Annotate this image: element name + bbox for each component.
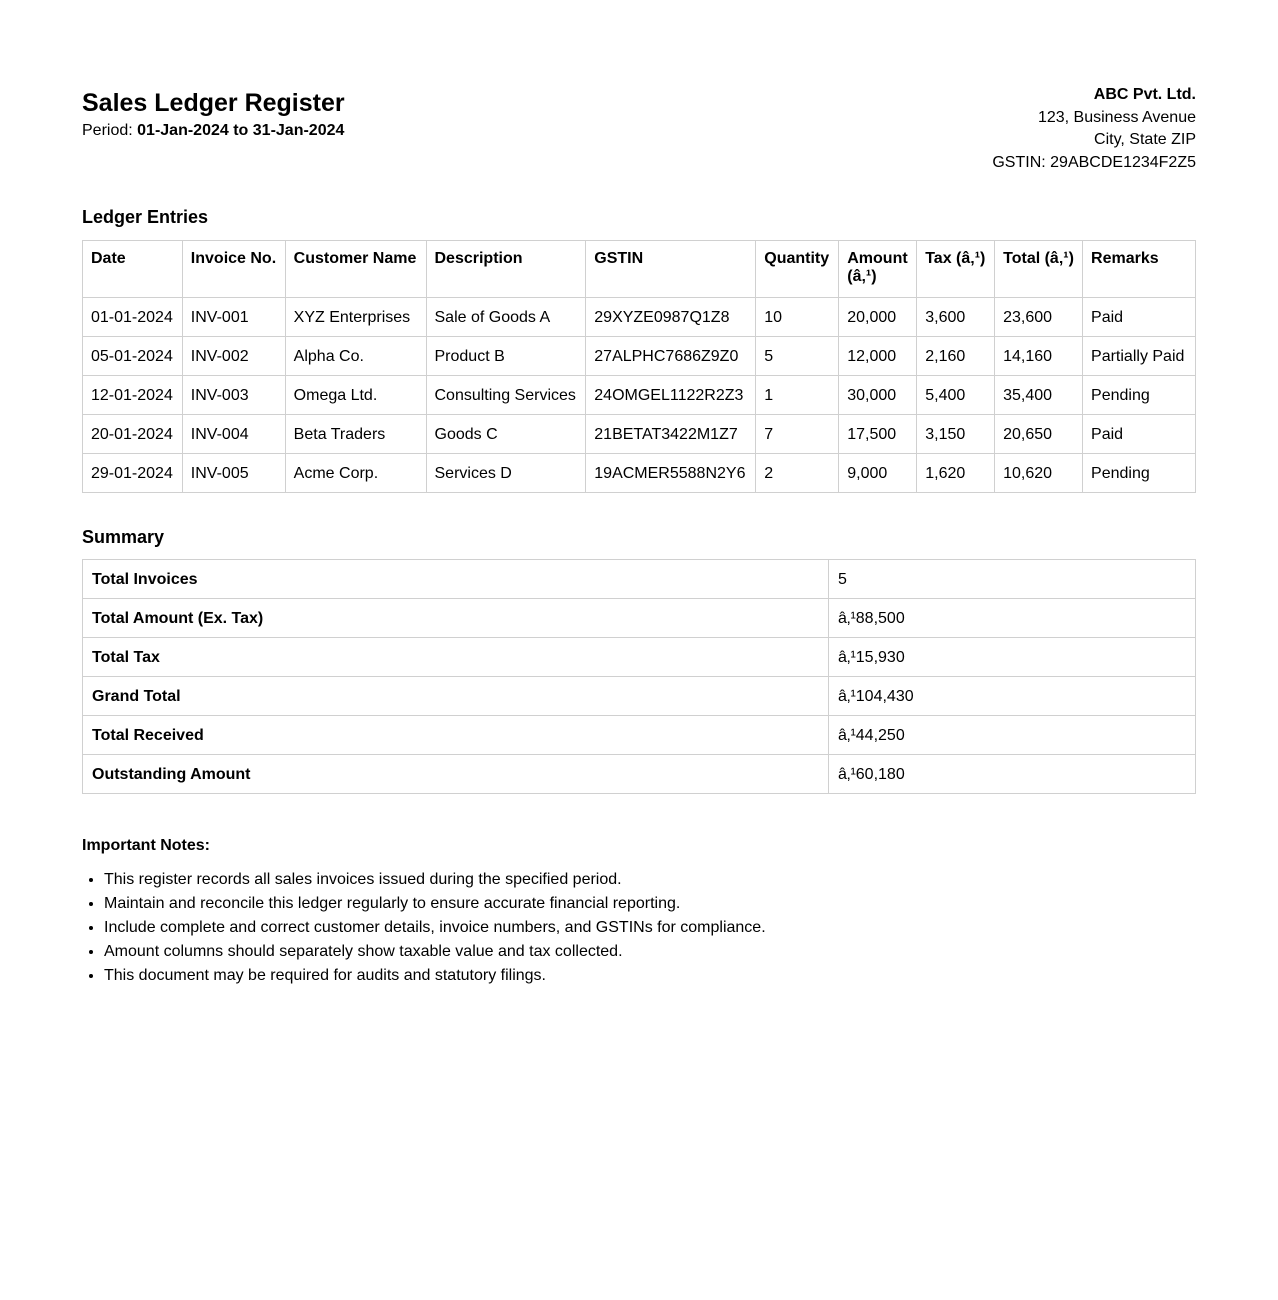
cell-tax: 2,160 bbox=[917, 337, 995, 376]
table-row bbox=[83, 298, 1196, 337]
cell-remarks: Partially Paid bbox=[1083, 337, 1196, 376]
cell-gstin: 19ACMER5588N2Y6 bbox=[586, 454, 756, 493]
cell-customer-name: XYZ Enterprises bbox=[285, 298, 426, 337]
period-value: 01-Jan-2024 to 31-Jan-2024 bbox=[137, 122, 345, 139]
column-header-total: Total (â‚¹) bbox=[995, 241, 1083, 298]
summary-label-total-amount: Total Amount (Ex. Tax) bbox=[83, 599, 829, 638]
period-line bbox=[82, 121, 345, 141]
list-item: • Amount columns should separately show taxable value and tax collected. bbox=[104, 940, 766, 964]
cell-date: 20-01-2024 bbox=[83, 415, 183, 454]
table-row bbox=[83, 415, 1196, 454]
summary-row bbox=[83, 716, 1196, 755]
list-item: • Maintain and reconcile this ledger regularly to ensure accurate financial reporting. bbox=[104, 892, 766, 916]
cell-customer-name: Acme Corp. bbox=[285, 454, 426, 493]
title-block bbox=[82, 87, 345, 141]
column-header-tax: Tax (â‚¹) bbox=[917, 241, 995, 298]
cell-date: 12-01-2024 bbox=[83, 376, 183, 415]
column-header-gstin: GSTIN bbox=[586, 241, 756, 298]
column-header-amount: Amount (â‚¹) bbox=[839, 241, 917, 298]
cell-total: 14,160 bbox=[995, 337, 1083, 376]
cell-tax: 3,150 bbox=[917, 415, 995, 454]
summary-row bbox=[83, 677, 1196, 716]
cell-total: 35,400 bbox=[995, 376, 1083, 415]
cell-quantity: 5 bbox=[756, 337, 839, 376]
summary-label-total-tax: Total Tax bbox=[83, 638, 829, 677]
cell-gstin: 27ALPHC7686Z9Z0 bbox=[586, 337, 756, 376]
notes-list bbox=[82, 868, 766, 988]
page-title: Sales Ledger Register bbox=[82, 89, 345, 117]
cell-description: Services D bbox=[426, 454, 586, 493]
table-row bbox=[83, 376, 1196, 415]
summary-row bbox=[83, 638, 1196, 677]
summary-label-grand-total: Grand Total bbox=[83, 677, 829, 716]
cell-quantity: 7 bbox=[756, 415, 839, 454]
company-address-line1: 123, Business Avenue bbox=[1037, 108, 1196, 126]
list-item: • This register records all sales invoices issued during the specified period. bbox=[104, 868, 766, 892]
cell-gstin: 29XYZE0987Q1Z8 bbox=[586, 298, 756, 337]
column-header-quantity: Quantity bbox=[756, 241, 839, 298]
cell-description: Sale of Goods A bbox=[426, 298, 586, 337]
ledger-header-row bbox=[83, 241, 1196, 298]
cell-quantity: 1 bbox=[756, 376, 839, 415]
cell-invoice-no: INV-001 bbox=[182, 298, 285, 337]
company-gstin: GSTIN: 29ABCDE1234F2Z5 bbox=[992, 153, 1196, 171]
cell-description: Consulting Services bbox=[426, 376, 586, 415]
cell-total: 10,620 bbox=[995, 454, 1083, 493]
list-item: • Include complete and correct customer details, invoice numbers, and GSTINs for compliance. bbox=[104, 916, 766, 940]
summary-row bbox=[83, 599, 1196, 638]
period-label: Period: bbox=[82, 122, 133, 139]
cell-amount: 9,000 bbox=[839, 454, 917, 493]
cell-remarks: Paid bbox=[1083, 415, 1196, 454]
cell-tax: 3,600 bbox=[917, 298, 995, 337]
column-header-customer-name: Customer Name bbox=[285, 241, 426, 298]
company-info bbox=[992, 84, 1196, 174]
cell-customer-name: Beta Traders bbox=[285, 415, 426, 454]
ledger-section-title: Ledger Entries bbox=[82, 207, 209, 227]
summary-row bbox=[83, 560, 1196, 599]
cell-customer-name: Alpha Co. bbox=[285, 337, 426, 376]
summary-label-total-invoices: Total Invoices bbox=[83, 560, 829, 599]
list-item: • This document may be required for audits and statutory filings. bbox=[104, 964, 766, 988]
cell-tax: 1,620 bbox=[917, 454, 995, 493]
cell-quantity: 2 bbox=[756, 454, 839, 493]
cell-gstin: 24OMGEL1122R2Z3 bbox=[586, 376, 756, 415]
summary-value-total-amount: â‚¹88,500 bbox=[829, 599, 1196, 638]
summary-value-total-invoices: 5 bbox=[829, 560, 1196, 599]
cell-date: 29-01-2024 bbox=[83, 454, 183, 493]
document-header bbox=[82, 0, 1196, 200]
cell-invoice-no: INV-004 bbox=[182, 415, 285, 454]
summary-table bbox=[82, 559, 1196, 794]
company-name: ABC Pvt. Ltd. bbox=[1093, 86, 1196, 103]
summary-row bbox=[83, 755, 1196, 794]
ledger-table bbox=[82, 240, 1196, 493]
summary-label-total-received: Total Received bbox=[83, 716, 829, 755]
cell-description: Product B bbox=[426, 337, 586, 376]
summary-section-title: Summary bbox=[82, 527, 165, 547]
cell-remarks: Pending bbox=[1083, 454, 1196, 493]
summary-value-grand-total: â‚¹104,430 bbox=[829, 677, 1196, 716]
summary-label-outstanding-amount: Outstanding Amount bbox=[83, 755, 829, 794]
column-header-date: Date bbox=[83, 241, 183, 298]
cell-customer-name: Omega Ltd. bbox=[285, 376, 426, 415]
cell-invoice-no: INV-003 bbox=[182, 376, 285, 415]
cell-date: 05-01-2024 bbox=[83, 337, 183, 376]
cell-remarks: Pending bbox=[1083, 376, 1196, 415]
table-row bbox=[83, 337, 1196, 376]
summary-value-total-received: â‚¹44,250 bbox=[829, 716, 1196, 755]
cell-amount: 30,000 bbox=[839, 376, 917, 415]
cell-amount: 12,000 bbox=[839, 337, 917, 376]
summary-value-total-tax: â‚¹15,930 bbox=[829, 638, 1196, 677]
important-notes bbox=[82, 836, 766, 988]
cell-gstin: 21BETAT3422M1Z7 bbox=[586, 415, 756, 454]
notes-title: Important Notes: bbox=[82, 837, 210, 854]
cell-amount: 20,000 bbox=[839, 298, 917, 337]
column-header-description: Description bbox=[426, 241, 586, 298]
cell-description: Goods C bbox=[426, 415, 586, 454]
column-header-invoice-no: Invoice No. bbox=[182, 241, 285, 298]
column-header-remarks: Remarks bbox=[1083, 241, 1196, 298]
cell-date: 01-01-2024 bbox=[83, 298, 183, 337]
cell-total: 20,650 bbox=[995, 415, 1083, 454]
cell-remarks: Paid bbox=[1083, 298, 1196, 337]
table-row bbox=[83, 454, 1196, 493]
document-page bbox=[82, 0, 1196, 984]
cell-quantity: 10 bbox=[756, 298, 839, 337]
cell-invoice-no: INV-002 bbox=[182, 337, 285, 376]
cell-invoice-no: INV-005 bbox=[182, 454, 285, 493]
cell-total: 23,600 bbox=[995, 298, 1083, 337]
cell-amount: 17,500 bbox=[839, 415, 917, 454]
company-address-line2: City, State ZIP bbox=[1094, 131, 1196, 148]
cell-tax: 5,400 bbox=[917, 376, 995, 415]
summary-value-outstanding-amount: â‚¹60,180 bbox=[829, 755, 1196, 794]
